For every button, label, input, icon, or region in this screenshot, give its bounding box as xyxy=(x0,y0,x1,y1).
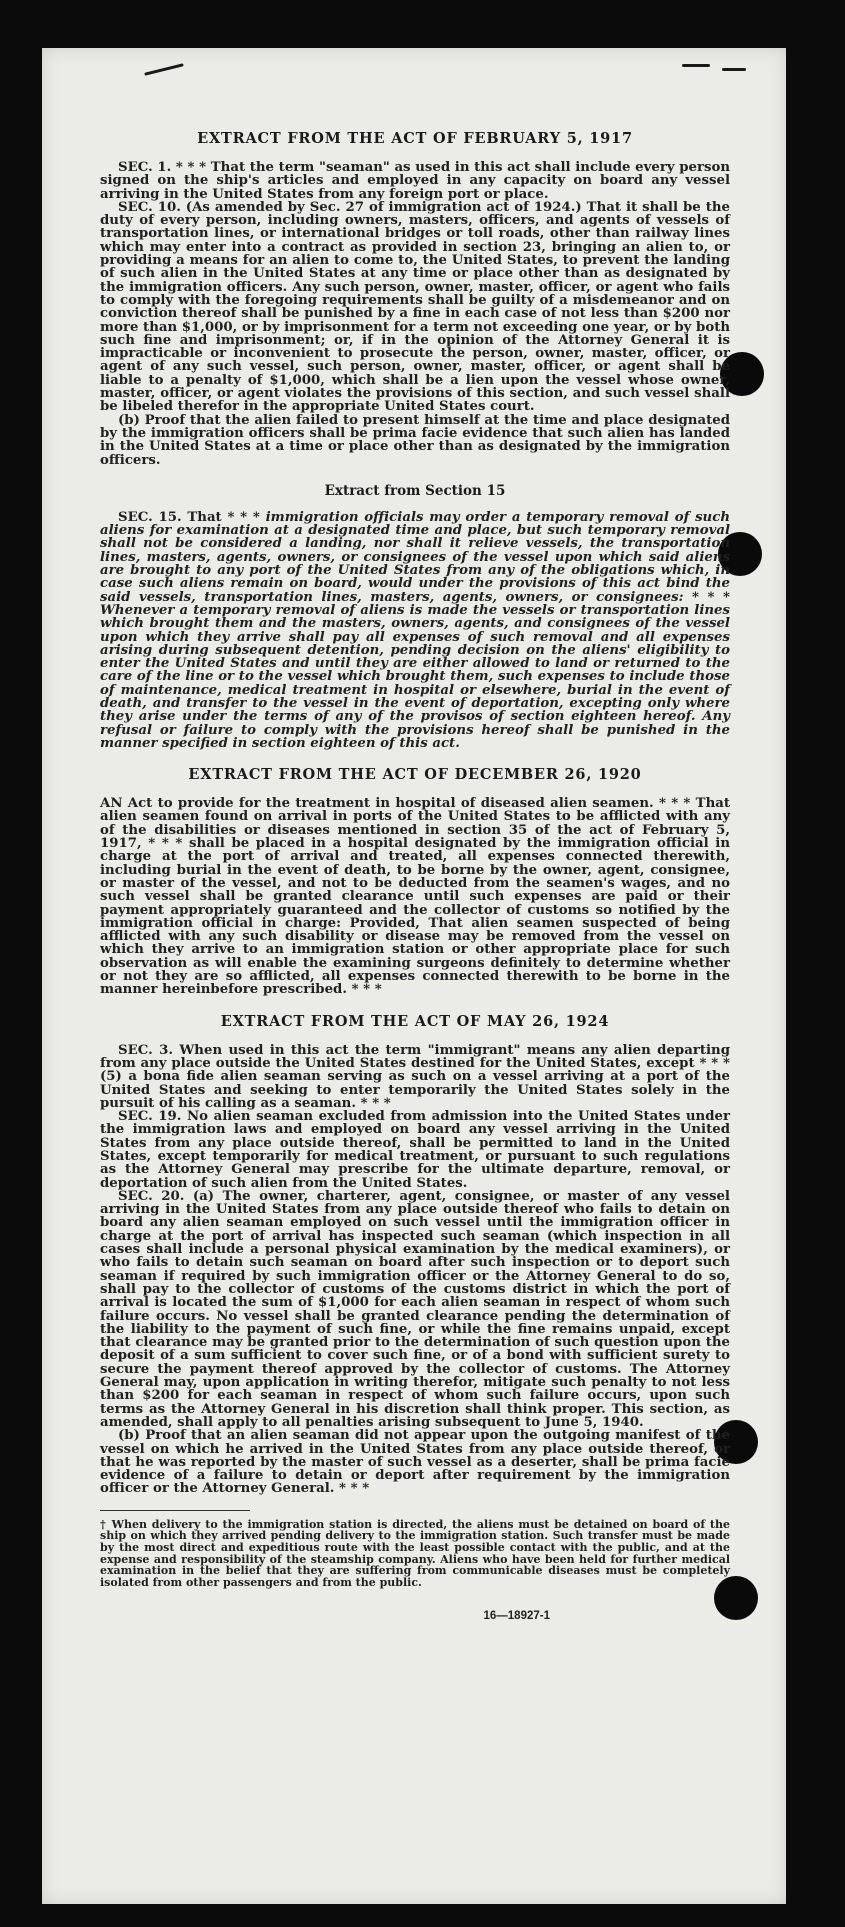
footnote-rule xyxy=(100,1510,250,1511)
section-20b-paragraph: (b) Proof that an alien seaman did not appear upon the outgoing manifest of the vessel on which he arrived in the United States from any place outside thereof, or that he was reported by the master of such vessel as a deserter, shall be prima facie evidence of a failure to detain or deport after requirement by the immigration officer or the Attorney General. * * * xyxy=(100,1428,730,1497)
act-1920-paragraph: AN Act to provide for the treatment in hospital of diseased alien seamen. * * * That alien seamen found on arrival in ports of the United States to be afflicted with any of the disabilities or diseases mentioned in section 35 of the act of February 5, 1917, * * * shall be placed in a hospital designated by the immigration official in charge at the port of arrival and treated, all expenses connected therewith, including burial in the event of death, to be borne by the owner, agent, consignee, or master of the vessel, and not to be deducted from the seamen's wages, and no such vessel shall be granted clearance until such expenses are paid or their payment appropriately guaranteed and the collector of customs so notified by the immigration official in charge: Provided, That alien seamen suspected of being afflicted with any such disability or disease may be removed from the vessel on which they arrive to an immigration station or other appropriate place for such observation as will enable the examining surgeons definitely to determine whether or not they are so afflicted, all expenses connected therewith to be borne in the manner hereinbefore prescribed. * * * xyxy=(100,796,730,998)
section-20-paragraph: SEC. 20. (a) The owner, charterer, agent, consignee, or master of any vessel arriving in the United States from any place outside thereof who fails to detain on board any alien seaman employed on such vessel until the immigration officer in charge at the port of arrival has inspected such seaman (which inspection in all cases shall include a personal physical examination by the medical examiners), or who fails to detain such seaman on board after such inspection or to deport such seaman if required by such immigration officer or the Attorney General to do so, shall pay to the collector of customs of the customs district in which the port of arrival is located the sum of $1,000 for each alien seaman in respect of whom such failure occurs. No vessel shall be granted clearance pending the determination of the liability to the payment of such fine, or while the fine remains unpaid, except that clearance may be granted prior to the determination of such question upon the deposit of a sum sufficient to cover such fine, or of a bond with sufficient surety to secure the payment thereof approved by the collector of customs. The Attorney General may, upon application in writing therefor, mitigate such penalty to not less than $200 for each seaman in respect of whom such failure occurs, upon such terms as the Attorney General in his discretion shall think proper. This section, as amended, shall apply to all penalties arising subsequent to June 5, 1940. xyxy=(100,1188,730,1430)
heading-act-1920: EXTRACT FROM THE ACT OF DECEMBER 26, 1920 xyxy=(188,766,642,784)
heading-section-15: Extract from Section 15 xyxy=(324,482,506,499)
section-15-intro: SEC. 15. That * * * xyxy=(118,509,266,525)
pen-mark xyxy=(144,63,184,76)
section-10-paragraph: SEC. 10. (As amended by Sec. 27 of immigration act of 1924.) That it shall be the duty of every person, including owners, masters, officers, and agents of vessels of transportation lines, or international bridges or toll roads, other than railway lines which may enter into a contract as provided in section 23, bringing an alien to, or providing a means for an alien to come to, the United States, to prevent the landing of such alien in the United States at any time or place other than as designated by the immigration officers. Any such person, owner, master, officer, or agent who fails to comply with the foregoing requirements shall be guilty of a misdemeanor and on conviction thereof shall be punished by a fine in each case of not less than $200 nor more than $1,000, or by imprisonment for a term not exceeding one year, or by both such fine and imprisonment; or, if in the opinion of the Attorney General it is impracticable or inconvenient to prosecute the person, owner, master, officer, or agent of any such vessel, such person, owner, master, officer, or agent shall be liable to a penalty of $1,000, which shall be a lien upon the vessel whose owner, master, officer, or agent violates the provisions of this section, and such vessel shall be libeled therefor in the appropriate United States court. xyxy=(100,199,730,415)
section-15-body: immigration officials may order a temporary removal of such aliens for examination at a designated time and place, but such temporary removal shall not be considered a landing, nor shall it relieve vessels, the transportation lines, masters, agents, owners, or consignees of the vessel upon which said aliens are brought to any port of the United States from any of the obligations which, in case such aliens remain on board, would under the provisions of this act bind the said vessels, transportation lines, masters, agents, owners, or consignees: * * * Whenever a temporary removal of aliens is made the vessels or transportation lines which brought them and the masters, owners, agents, and consignees of the vessel upon which they arrive shall pay all expenses of such removal and all expenses arising during subsequent detention, pending decision on the aliens' eligibility to enter the United States and until they are either allowed to land or returned to the care of the line or to the vessel which brought them, such expenses to include those of maintenance, medical treatment in hospital or elsewhere, burial in the event of death, and transfer to the vessel in the event of deportation, excepting only where they arise under the terms of any of the provisos of section eighteen hereof. Any refusal or failure to comply with the provisions hereof shall be punished in the manner specified in section eighteen of this act. xyxy=(100,509,730,751)
footnote-text: † When delivery to the immigration station is directed, the aliens must be detained on board of the ship on which they arrived pending delivery to the immigration station. Such transfer must be made by the most direct and expeditious route with the least possible contact with the public, and at the expense and responsibility of the steamship company. Aliens who have been held for further medical examination in the belief that they are suffering from communicable diseases must be completely isolated from other passengers and from the public. xyxy=(100,1517,730,1589)
document-column xyxy=(100,130,730,1622)
heading-act-1917: EXTRACT FROM THE ACT OF FEBRUARY 5, 1917 xyxy=(197,130,633,147)
section-3-paragraph: SEC. 3. When used in this act the term "immigrant" means any alien departing from any place outside the United States destined for the United States, except * * * (5) a bona fide alien seaman serving as such on a vessel arriving at a port of the United States and seeking to enter temporarily the United States solely in the pursuit of his calling as a seaman. * * * xyxy=(100,1042,730,1111)
document-page xyxy=(42,48,786,1904)
heading-act-1924: EXTRACT FROM THE ACT OF MAY 26, 1924 xyxy=(220,1012,610,1030)
footnote xyxy=(100,1519,730,1589)
section-1-paragraph: SEC. 1. * * * That the term "seaman" as used in this act shall include every person signed on the ship's articles and employed in any capacity on board any vessel arriving in the United States from any foreign port or place. xyxy=(100,160,730,202)
section-19-paragraph: SEC. 19. No alien seaman excluded from admission into the United States under the immigration laws and employed on board any vessel arriving in the United States from any place outside thereof, shall be permitted to land in the United States, except temporarily for medical treatment, or pursuant to such regulations as the Attorney General may prescribe for the ultimate departure, removal, or deportation of such alien from the United States. xyxy=(100,1109,730,1191)
form-number: 16—18927-1 xyxy=(483,1610,550,1623)
pen-mark xyxy=(682,64,710,67)
section-15-paragraph xyxy=(100,511,730,750)
pen-mark xyxy=(722,68,746,71)
section-10b-paragraph: (b) Proof that the alien failed to present himself at the time and place designated by the immigration officers shall be prima facie evidence that such alien has landed in the United States at a time or place other than as designated by the immigration officers. xyxy=(100,412,730,468)
